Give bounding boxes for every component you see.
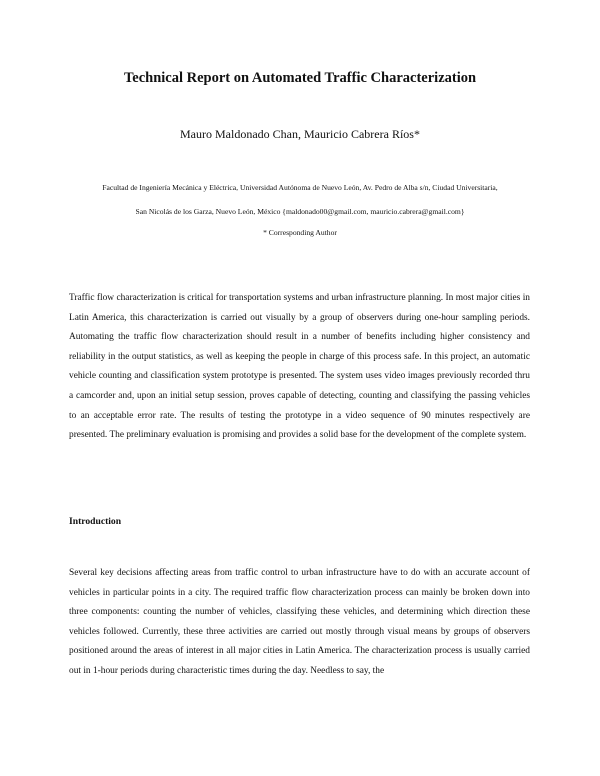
introduction-paragraph: Several key decisions affecting areas from traffic control to urban infrastructure have to do with an accurate account of vehicles in particular points in a city. The required traffic flow characterization process can mainly be broken down into three components: counting the number of vehicles, classifying these vehicles, and determining which direction these vehicles followed. Currently, these three activities are carried out mostly through visual means by groups of observers positioned around the areas of interest in all major cities in Latin America. The characterization process is usually carried out in 1-hour periods during characteristic times during the day. Needless to say, the bbox=[69, 568, 530, 676]
author-list: Mauro Maldonado Chan, Mauricio Cabrera Ríos* bbox=[180, 127, 420, 141]
affiliation-line-2: San Nicolás de los Garza, Nuevo León, México {maldonado00@gmail.com, mauricio.cabrera@gmail.com} bbox=[135, 207, 465, 216]
introduction-heading: Introduction bbox=[69, 516, 122, 527]
abstract-paragraph: Traffic flow characterization is critical for transportation systems and urban infrastructure planning. In most major cities in Latin America, this characterization is carried out visually by a group of observers during one-hour sampling periods. Automating the traffic flow characterization should result in a number of benefits including higher consistency and reliability in the output statistics, as well as keeping the people in charge of this process safe. In this project, an automatic vehicle counting and classification system prototype is presented. The system uses video images previously recorded thru a camcorder and, upon an initial setup session, proves capable of detecting, counting and classifying the passing vehicles to an acceptable error rate. The results of testing the prototype in a video sequence of 90 minutes respectively are presented. The preliminary evaluation is promising and provides a solid base for the development of the complete system. bbox=[69, 293, 530, 441]
affiliation-line-1: Facultad de Ingeniería Mecánica y Eléctrica, Universidad Autónoma de Nuevo León, Av. Pedro de Alba s/n, Ciudad Universitaria, bbox=[102, 183, 498, 192]
paper-title: Technical Report on Automated Traffic Characterization bbox=[123, 70, 477, 86]
corresponding-author-note: * Corresponding Author bbox=[263, 228, 337, 237]
